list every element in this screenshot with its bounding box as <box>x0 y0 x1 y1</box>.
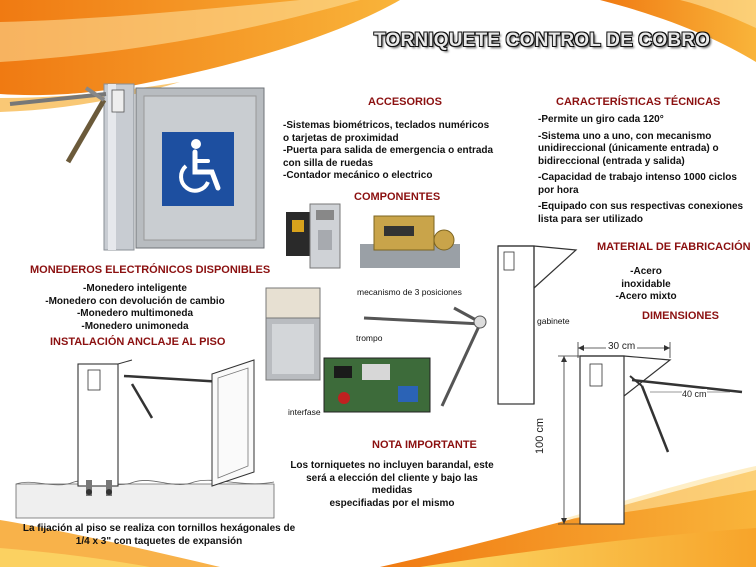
wheelchair-icon <box>170 136 226 200</box>
material-item: -Acero mixto <box>615 291 677 302</box>
mechanism-photo <box>354 206 468 284</box>
monedero-item: -Monedero multimoneda <box>76 308 194 319</box>
turnstile-photo <box>8 78 268 258</box>
monederos-list <box>30 283 240 333</box>
dimension-arm-label: 40 cm <box>682 389 707 399</box>
nota-line: especifiadas por el mismo <box>329 497 455 509</box>
monedero-item: -Monedero con devolución de cambio <box>45 295 225 307</box>
instalacion-caption <box>14 523 304 548</box>
monedero-item: -Monedero unimoneda <box>81 320 189 332</box>
accesorios-item: con silla de ruedas <box>283 157 374 169</box>
accesorios-list <box>283 120 493 183</box>
floor-installation-drawing <box>14 352 276 522</box>
dimension-height-label: 100 cm <box>534 417 546 454</box>
caracteristica-line: lista para ser utilizado <box>538 213 644 225</box>
accesorios-item: -Puerta para salida de emergencia o entrada <box>283 145 494 156</box>
instalacion-caption-line: 1/4 x 3" con taquetes de expansión <box>75 535 243 547</box>
caracteristica-line: unidireccional (únicamente entrada) o <box>538 143 719 154</box>
caption-interfase: interfase <box>288 407 321 417</box>
caracteristica-line: -Permite un giro cada 120° <box>538 114 664 125</box>
caracteristica-line: -Capacidad de trabajo intenso 1000 ciclos <box>538 172 737 183</box>
monederos-heading: MONEDEROS ELECTRÓNICOS DISPONIBLES <box>30 264 271 276</box>
accesorios-item: -Sistemas biométricos, teclados numéricos <box>283 120 490 131</box>
nota-text <box>288 460 496 510</box>
page-title: TORNIQUETE CONTROL DE COBRO <box>374 30 711 51</box>
interface-board-photo <box>322 356 432 414</box>
nota-heading: NOTA IMPORTANTE <box>372 439 477 451</box>
instalacion-heading: INSTALACIÓN ANCLAJE AL PISO <box>50 336 226 348</box>
nota-line: será a elección del cliente y bajo las medidas <box>306 472 478 496</box>
caracteristicas-heading: CARACTERÍSTICAS TÉCNICAS <box>556 96 721 108</box>
caracteristica-item <box>538 114 743 127</box>
caracteristica-line: -Sistema uno a uno, con mecanismo <box>538 130 712 142</box>
coin-acceptor-photo <box>278 200 348 272</box>
monedero-item: -Monedero inteligente <box>83 283 187 294</box>
caracteristica-item <box>538 201 743 226</box>
componentes-heading: COMPONENTES <box>354 191 441 203</box>
caption-gabinete: gabinete <box>537 316 570 326</box>
caption-trompo: trompo <box>356 333 383 343</box>
material-heading: MATERIAL DE FABRICACIÓN <box>597 241 751 253</box>
caracteristica-line: por hora <box>538 184 579 196</box>
caption-mecanismo: mecanismo de 3 posiciones <box>357 287 462 297</box>
accesorios-item: o tarjetas de proximidad <box>283 132 399 144</box>
accesorios-heading: ACCESORIOS <box>368 96 442 108</box>
accesorios-item: -Contador mecánico o electrico <box>283 170 433 181</box>
dimension-width-label: 30 cm <box>608 341 636 352</box>
caracteristica-item <box>538 172 743 197</box>
material-list <box>608 266 684 304</box>
nota-line: Los torniquetes no incluyen barandal, este <box>290 460 494 471</box>
instalacion-caption-line: La fijación al piso se realiza con tornillos hexágonales de <box>22 523 296 534</box>
caracteristica-item <box>538 131 743 169</box>
dimensiones-heading: DIMENSIONES <box>642 310 720 322</box>
material-item: -Acero inoxidable <box>621 266 671 290</box>
dimension-drawing <box>546 336 746 532</box>
caracteristicas-list <box>538 114 743 226</box>
caracteristica-line: -Equipado con sus respectivas conexiones <box>538 201 744 212</box>
caracteristica-line: bidireccional (entrada y salida) <box>538 155 685 167</box>
